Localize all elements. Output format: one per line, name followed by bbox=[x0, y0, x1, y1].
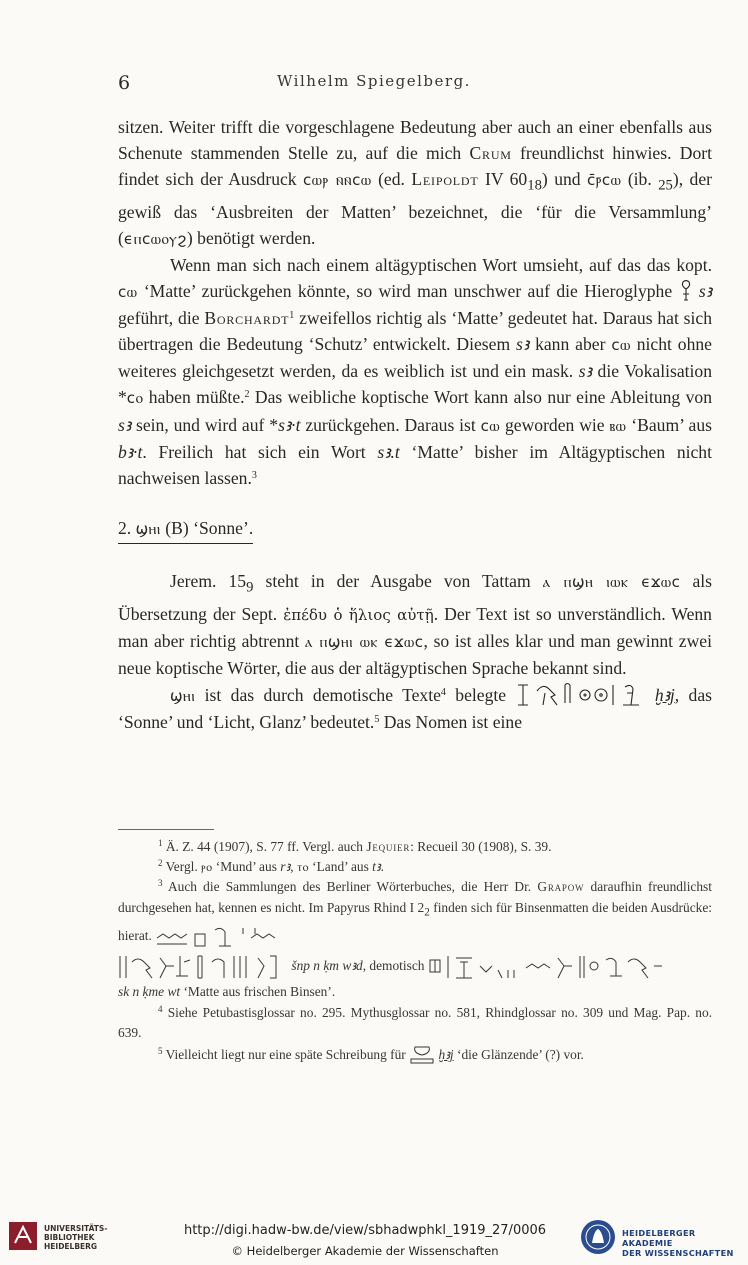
author-borchardt: Borchardt bbox=[204, 308, 290, 329]
footnote-ref: 4 bbox=[440, 686, 446, 698]
demotic-glyphs-icon bbox=[428, 952, 668, 982]
paragraph: Jerem. $15_9$ steht in der Ausgabe von Tattam ⲁ ⲡϣⲏ ⲓⲱⲕ ϵϫⲱϲ als Übersetzung der Sept. ἐπέδυ ὁ ἥλιος αὐτῇ. Der Text ist so unverständlich. Wenn man aber richtig abtrennt ⲁ ⲡϣⲏⲓ ⲱⲕ ϵϫⲱϲ, so ist alles klar und man gewinnt zwei neue koptische Wörter, die aus der altägyptischen Sprache bekannt sind. bbox=[118, 570, 712, 678]
university-library-name: UNIVERSITÄTS- BIBLIOTHEK HEIDELBERG bbox=[44, 1224, 108, 1251]
running-head: Wilhelm Spiegelberg. bbox=[277, 72, 471, 90]
university-library-logo-icon bbox=[8, 1221, 38, 1251]
paragraph: Wenn man sich nach einem altägyptischen Wort umsieht, auf das das kopt. ϲⲱ ‘Matte’ zurückgehen könnte, so wird man unschwer auf die Hieroglyphe sꜣ geführt, die Borchardt$^1$ zweifellos richtig als ‘Matte’ gedeutet hat. Daraus hat sich übertragen die Bedeutung ‘Schutz’ entwickelt. Diesem sꜣ kann aber ϲⲱ nicht ohne weiteres gleichgesetzt werden, da es weiblich ist und ein mask. sꜣ die Vokalisation *ϲⲟ haben müßte.$^2$ Das weibliche koptische Wort kann also nur eine Ableitung von sꜣ sein, und wird auf *sꜣ·t zurückgehen. Daraus ist ϲⲱ geworden wie ⲃⲱ ‘Baum’ aus bꜣ·t. Freilich hat sich ein Wort sꜣ.t ‘Matte’ bisher im Altägyptischen nicht nachweisen lassen.$^3$ bbox=[118, 254, 713, 488]
footnote-3: $^3$ Auch die Sammlungen des Berliner Wörterbuches, die Herr Dr. Grapow daraufhin freundlichst durchgesehen hat, kennen es nicht. Im Papyrus Rhind I $2_2$ finden sich für Binsenmatten die beiden Ausdrücke: hierat. šnp n ḳm wꜣd, demotisch sk n ḳme wt ‘Matte aus frischen Binsen’. bbox=[118, 878, 712, 1000]
academy-name: HEIDELBERGER AKADEMIE DER WISSENSCHAFTEN bbox=[622, 1228, 734, 1258]
footnote-5: $^5$ Vielleicht liegt nur eine späte Schreibung für ḫꜣj ‘die Glänzende’ (?) vor. bbox=[118, 1043, 712, 1065]
author-leipoldt: Leipoldt bbox=[411, 169, 479, 190]
footnote-ref: 5 bbox=[374, 713, 380, 725]
coptic-term: ϲ̄ⲣ̄ϲⲱ bbox=[587, 171, 622, 190]
source-url[interactable]: http://digi.hadw-bw.de/view/sbhadwphkl_1919_27/0006 bbox=[183, 1223, 547, 1238]
hieroglyph-khaj-icon bbox=[409, 1043, 435, 1065]
paragraph: ϣⲏⲓ ist das durch demotische Texte$^4$ belegte ḫꜣj, das ‘Sonne’ und ‘Licht, Glanz’ bedeutet.$^5$ Das Nomen ist eine bbox=[118, 681, 712, 735]
greek-quote: ἐπέδυ ὁ ἥλιος αὐτῇ bbox=[283, 605, 434, 624]
section-heading: 2. ϣⲏⲓ (B) ‘Sonne’. bbox=[118, 515, 253, 544]
footnote-ref: 1 bbox=[289, 310, 295, 322]
page-number: 6 bbox=[118, 72, 131, 94]
footnotes bbox=[118, 837, 712, 1065]
academy-seal-logo-icon bbox=[580, 1219, 616, 1255]
footnote-rule bbox=[118, 829, 214, 830]
footnote-2: $^2$ Vergl. ⲣⲟ ‘Mund’ aus rꜣ, ⲧⲟ ‘Land’ aus tꜣ. bbox=[158, 858, 385, 875]
hieratic-glyphs-icon bbox=[155, 922, 285, 952]
hieroglyph-sequence-icon bbox=[118, 952, 288, 982]
footnote-ref: 2 bbox=[244, 389, 250, 401]
main-text bbox=[118, 114, 712, 735]
footer-bar bbox=[0, 1213, 748, 1265]
mat-hieroglyph-icon bbox=[679, 280, 693, 302]
copyright: © Heidelberger Akademie der Wissenschaften bbox=[231, 1244, 499, 1258]
footnote-1: $^1$ Ä. Z. 44 (1907), S. 77 ff. Vergl. auch Jequier: Recueil 30 (1908), S. 39. bbox=[158, 838, 552, 854]
coptic-term: ϵⲡϲⲱⲟⲩϩ bbox=[123, 229, 187, 248]
author-crum: Crum bbox=[469, 143, 512, 164]
footnote-4: $^4$ Siehe Petubastisglossar no. 295. Mythusglossar no. 581, Rhindglossar no. 309 und Mag. Pap. no. 639. bbox=[118, 1003, 712, 1040]
coptic-term: ϲⲱⲣ ⲛ̄ⲛ̄ϲⲱ bbox=[303, 171, 372, 190]
footnote-ref: 3 bbox=[251, 469, 257, 481]
paragraph: sitzen. Weiter trifft die vorgeschlagene Bedeutung aber auch an einer ebenfalls aus Schenute stammenden Stelle zu, auf die mich Crum freundlichst hinwies. Dort findet sich der Ausdruck ϲⲱⲣ ⲛ̄ⲛ̄ϲⲱ (ed. Leipoldt IV $60_{18}$) und ϲ̄ⲣ̄ϲⲱ (ib. $_{25}$), der gewiß das ‘Ausbreiten der Matten’ bezeichnet, die ‘für die Versammlung’ (ϵⲡϲⲱⲟⲩϩ) benötigt werden. bbox=[118, 117, 713, 248]
sun-determinative-icon bbox=[515, 681, 645, 709]
